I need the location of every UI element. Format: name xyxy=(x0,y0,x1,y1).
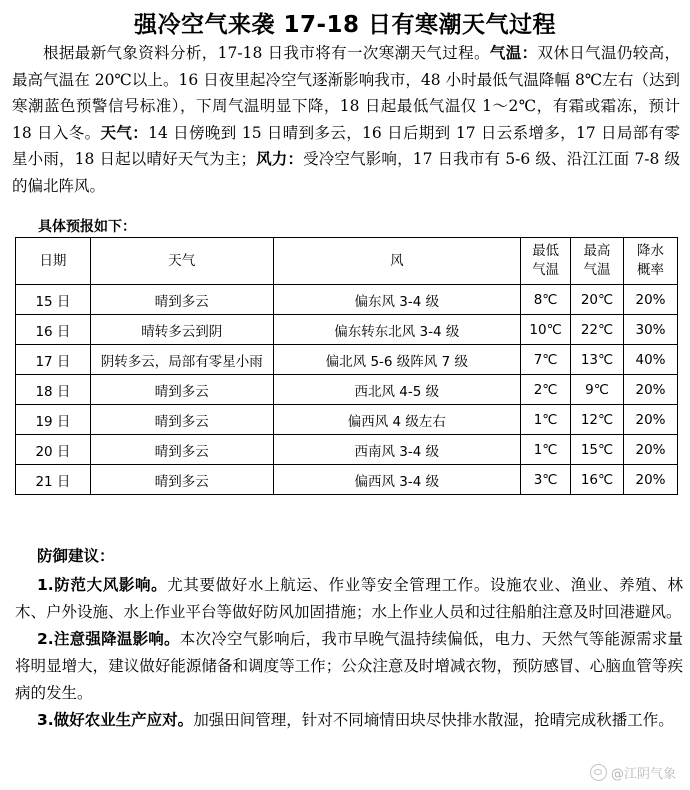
header-max-temp-line1: 最高 xyxy=(583,243,611,259)
temp-label: 气温： xyxy=(489,44,538,62)
table-row xyxy=(16,405,678,435)
temp-text: 双休日气温仍较高，最高气温在 20℃以上。16 日夜里起冷空气逐渐影响我市，48 小时最低气温降幅 8℃左右（达到寒潮蓝色预警信号标准），下周气温明显下降，18 日起最低气温仅 1～2℃，有霜或霜冻，预计 18 日入冬。 xyxy=(12,44,680,142)
cell-max-temp: 13℃ xyxy=(571,345,624,375)
weather-text: 14 日傍晚到 15 日晴到多云，16 日后期到 17 日云系增多，17 日局部有零星小雨，18 日起以晴好天气为主； xyxy=(12,123,681,168)
defense-item-label: 2.注意强降温影响。 xyxy=(37,630,180,648)
defense-item-text: 本次冷空气影响后，我市早晚气温持续偏低，电力、天然气等能源需求量将明显增大，建议做好能源储备和调度等工作；公众注意及时增减衣物，预防感冒、心脑血管等疾病的发生。 xyxy=(15,630,683,702)
cell-max-temp: 9℃ xyxy=(571,375,624,405)
cell-min-temp: 2℃ xyxy=(521,375,571,405)
table-row xyxy=(16,465,678,495)
cell-rain-prob: 20% xyxy=(624,435,678,465)
cell-min-temp: 8℃ xyxy=(521,285,571,315)
defense-item xyxy=(15,572,683,626)
cell-max-temp: 22℃ xyxy=(571,315,624,345)
cell-min-temp: 7℃ xyxy=(521,345,571,375)
cell-rain-prob: 20% xyxy=(624,465,678,495)
header-min-temp-line2: 气温 xyxy=(532,262,560,278)
cell-weather: 晴到多云 xyxy=(90,465,273,495)
header-wind: 风 xyxy=(273,238,521,285)
cell-wind: 偏西风 3-4 级 xyxy=(273,465,521,495)
cell-wind: 西南风 3-4 级 xyxy=(273,435,521,465)
cell-wind: 偏北风 5-6 级阵风 7 级 xyxy=(273,345,521,375)
cell-rain-prob: 30% xyxy=(624,315,678,345)
defense-section xyxy=(15,543,683,734)
cell-date: 18 日 xyxy=(16,375,91,405)
intro-paragraph xyxy=(12,40,680,199)
intro-lead: 根据最新气象资料分析，17-18 日我市将有一次寒潮天气过程。 xyxy=(43,44,490,62)
wind-label: 风力： xyxy=(255,150,304,168)
defense-item-text: 尤其要做好水上航运、作业等安全管理工作。设施农业、渔业、养殖、林木、户外设施、水上作业平台等做好防风加固措施；水上作业人员和过往船舶注意及时回港避风。 xyxy=(15,576,683,621)
cell-rain-prob: 40% xyxy=(624,345,678,375)
cell-weather: 晴到多云 xyxy=(90,285,273,315)
cell-wind: 偏西风 4 级左右 xyxy=(273,405,521,435)
cell-min-temp: 1℃ xyxy=(521,405,571,435)
cell-wind: 偏东风 3-4 级 xyxy=(273,285,521,315)
cell-min-temp: 1℃ xyxy=(521,435,571,465)
table-row xyxy=(16,315,678,345)
watermark-text: @江阴气象 xyxy=(610,767,676,782)
cell-max-temp: 16℃ xyxy=(571,465,624,495)
table-row xyxy=(16,285,678,315)
defense-item-text: 加强田间管理，针对不同墒情田块尽快排水散湿，抢晴完成秋播工作。 xyxy=(193,711,674,729)
cell-weather: 晴转多云到阴 xyxy=(90,315,273,345)
header-date: 日期 xyxy=(16,238,91,285)
table-row xyxy=(16,375,678,405)
defense-item xyxy=(15,707,683,734)
header-weather: 天气 xyxy=(90,238,273,285)
table-row xyxy=(16,435,678,465)
header-min-temp-line1: 最低 xyxy=(532,243,560,259)
header-rain-line2: 概率 xyxy=(637,262,664,278)
cell-max-temp: 20℃ xyxy=(571,285,624,315)
cell-max-temp: 15℃ xyxy=(571,435,624,465)
defense-item-label: 1.防范大风影响。 xyxy=(37,576,168,594)
cell-wind: 偏东转东北风 3-4 级 xyxy=(273,315,521,345)
cell-date: 19 日 xyxy=(16,405,91,435)
header-rain-prob xyxy=(624,238,678,285)
cell-date: 17 日 xyxy=(16,345,91,375)
cell-max-temp: 12℃ xyxy=(571,405,624,435)
cell-weather: 晴到多云 xyxy=(90,435,273,465)
forecast-subheading: 具体预报如下： xyxy=(38,219,136,235)
table-row xyxy=(16,345,678,375)
cell-date: 16 日 xyxy=(16,315,91,345)
cell-rain-prob: 20% xyxy=(624,405,678,435)
weather-label: 天气： xyxy=(100,123,149,142)
cell-min-temp: 3℃ xyxy=(521,465,571,495)
cell-date: 20 日 xyxy=(16,435,91,465)
cell-date: 21 日 xyxy=(16,465,91,495)
cell-min-temp: 10℃ xyxy=(521,315,571,345)
header-rain-line1: 降水 xyxy=(637,243,664,259)
defense-item-label: 3.做好农业生产应对。 xyxy=(37,711,194,729)
defense-item xyxy=(15,626,683,707)
cell-wind: 西北风 4-5 级 xyxy=(273,375,521,405)
cell-rain-prob: 20% xyxy=(624,375,678,405)
header-max-temp-line2: 气温 xyxy=(583,262,611,278)
header-max-temp xyxy=(571,238,624,285)
cell-weather: 晴到多云 xyxy=(90,405,273,435)
forecast-table xyxy=(15,237,678,495)
wind-text: 受冷空气影响，17 日我市有 5-6 级、沿江江面 7-8 级的偏北阵风。 xyxy=(12,150,680,195)
weibo-icon xyxy=(590,764,607,781)
cell-weather: 晴到多云 xyxy=(90,375,273,405)
defense-heading: 防御建议： xyxy=(37,547,115,565)
table-header-row xyxy=(16,238,678,285)
watermark xyxy=(590,763,676,782)
cell-date: 15 日 xyxy=(16,285,91,315)
header-min-temp xyxy=(521,238,571,285)
cell-weather: 阴转多云，局部有零星小雨 xyxy=(90,345,273,375)
cell-rain-prob: 20% xyxy=(624,285,678,315)
page-title: 强冷空气来袭 17-18 日有寒潮天气过程 xyxy=(133,12,557,38)
